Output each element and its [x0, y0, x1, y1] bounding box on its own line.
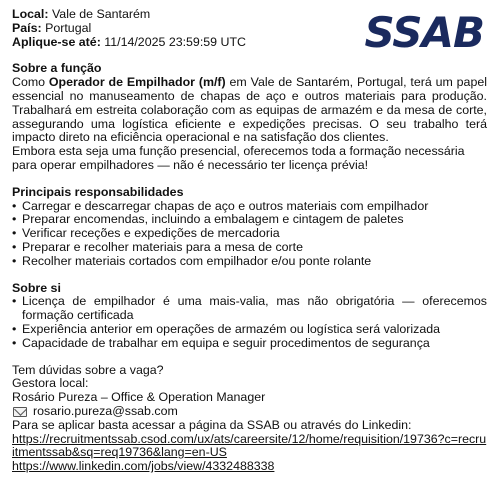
deadline-value: 11/14/2025 23:59:59 UTC: [104, 34, 246, 49]
responsibilities-section: [12, 186, 487, 269]
apply-text: Para se aplicar basta acessar a página da SSAB ou através do Linkedin:: [12, 417, 412, 432]
list-item: • Experiência anterior em operações de armazém ou logística será valorizada: [12, 323, 487, 337]
manager-name: Rosário Pureza – Office & Operation Manager: [12, 390, 266, 405]
about-you-title: Sobre si: [12, 280, 61, 295]
country-label: País:: [12, 20, 42, 35]
ssab-logo: SSAB: [364, 8, 484, 57]
contact-section: [12, 364, 487, 474]
list-item: • Carregar e descarregar chapas de aço e outros materiais com empilhador: [12, 200, 487, 214]
location-label: Local:: [12, 7, 49, 21]
location-value: Vale de Santarém: [51, 7, 151, 21]
list-item: • Capacidade de trabalhar em equipa e seguir procedimentos de segurança: [12, 337, 487, 351]
career-site-link[interactable]: https://recruitmentssab.csod.com/ux/ats/careersite/12/home/requisition/19736?c=recruitmentssab&sq=req19736&lang=en-US: [12, 431, 487, 460]
deadline-label: Aplique-se até:: [12, 34, 101, 49]
training-paragraph: Embora esta seja uma função presencial, oferecemos toda a formação necessária para operar empilhadores — não é necessário ter licença prévia!: [12, 144, 465, 172]
about-you-section: [12, 282, 487, 351]
about-role-title: Sobre a função: [12, 61, 102, 76]
list-item: • Licença de empilhador é uma mais-valia, mas não obrigatória — oferecemos formação certificada: [12, 295, 487, 323]
requirements-list: [12, 295, 487, 350]
responsibilities-list: [12, 200, 487, 269]
email-row: [12, 405, 487, 419]
envelope-icon: [13, 407, 27, 417]
email-address[interactable]: rosario.pureza@ssab.com: [33, 403, 178, 418]
list-item: • Preparar e recolher materiais para a mesa de corte: [12, 241, 487, 255]
about-role-section: [12, 62, 487, 172]
responsibilities-title: Principais responsabilidades: [12, 184, 184, 199]
about-role-intro: Como: [12, 75, 49, 90]
contact-question: Tem dúvidas sobre a vaga?: [12, 362, 164, 377]
list-item: • Preparar encomendas, incluindo a embalagem e cintagem de paletes: [12, 213, 487, 227]
linkedin-link[interactable]: https://www.linkedin.com/jobs/view/4332488338: [12, 459, 275, 474]
list-item: • Verificar receções e expedições de mercadoria: [12, 227, 487, 241]
about-role-body: em Vale de Santarém, Portugal, terá um papel essencial no manuseamento de chapas de aço e outros materiais para produção. Trabalhará em estreita colaboração com as equipas de armazém e da mesa de corte, assegurando uma logística eficiente e expedições precisas. O seu trabalho terá impacto direto na eficiência operacional e na satisfação dos clientes.: [12, 75, 487, 145]
manager-label: Gestora local:: [12, 376, 89, 391]
job-title: Operador de Empilhador (m/f): [48, 75, 226, 90]
country-value: Portugal: [45, 20, 92, 35]
list-item: • Recolher materiais cortados com empilhador e/ou ponte rolante: [12, 255, 487, 269]
about-role-paragraph: [12, 76, 487, 145]
